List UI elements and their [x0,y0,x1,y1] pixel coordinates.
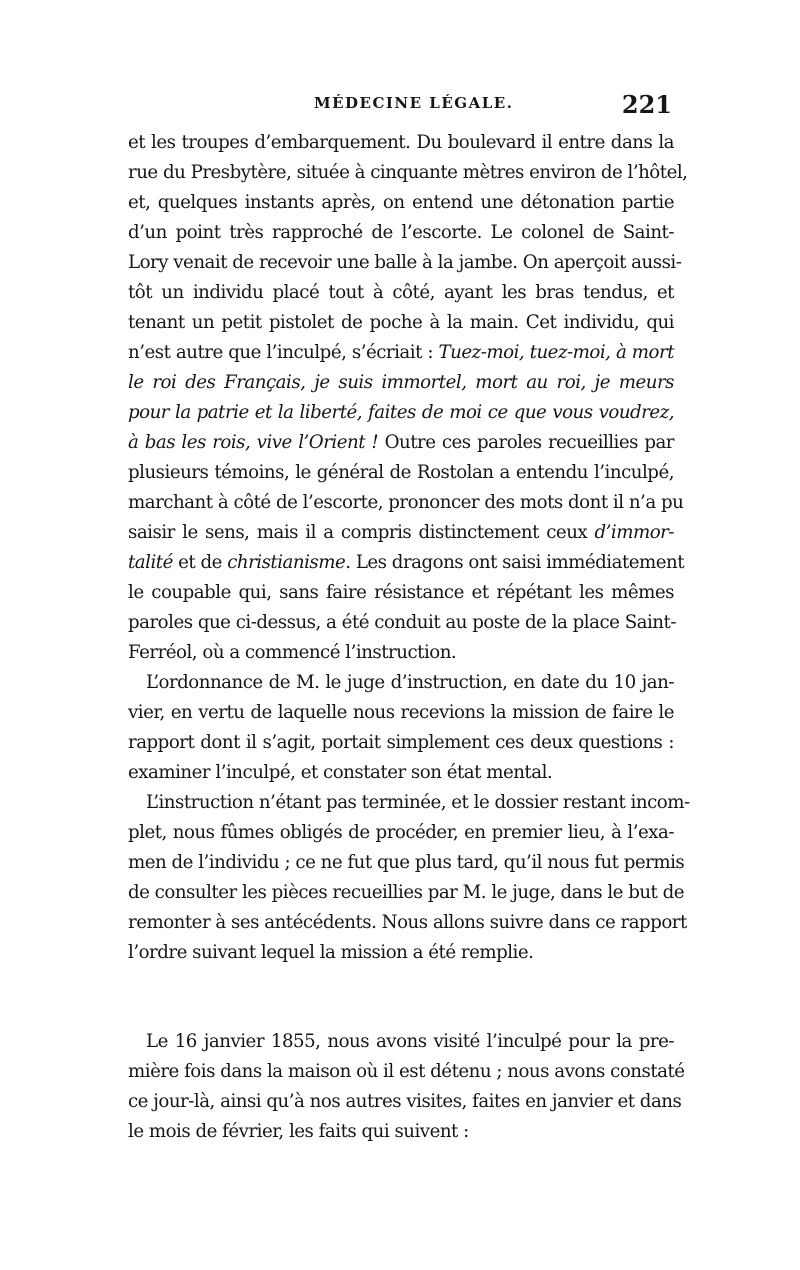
text-line [128,848,685,878]
text-run: paroles que ci-dessus, a été conduit au poste de la place Saint- [128,612,676,633]
text-run: tôt un individu placé tout à côté, ayant les bras tendus, et [128,282,674,303]
text-line [128,428,674,458]
page-header [128,92,674,126]
text-line [128,938,674,968]
text-run: n’est autre que l’inculpé, s’écriait : [128,342,439,363]
text-line [128,188,674,218]
text-run: saisir le sens, mais il a compris distinctement ceux [128,522,595,543]
paragraph [128,1027,685,1147]
text-run: rapport dont il s’agit, portait simplement ces deux questions : [128,732,674,753]
text-line [128,1087,682,1117]
text-line [128,518,674,548]
italic-text: le roi des Français, je suis immortel, mort au roi, je meurs [128,372,674,393]
text-line [128,398,674,428]
text-line [128,308,674,338]
text-run: examiner l’inculpé, et constater son état mental. [128,762,553,783]
text-run: marchant à côté de l’escorte, prononcer des mots dont il n’a pu [128,492,684,513]
text-run: et les troupes d’embarquement. Du boulevard il entre dans la [128,132,674,153]
text-run: Outre ces paroles recueillies par [378,432,674,453]
text-line [128,638,674,668]
text-line [128,878,685,908]
text-run: ce jour-là, ainsi qu’à nos autres visites, faites en janvier et dans [128,1091,682,1112]
italic-text: d’immor- [594,522,674,543]
text-line [128,248,682,278]
italic-text: à bas les rois, vive l’Orient ! [128,432,379,453]
text-run: L’ordonnance de M. le juge d’instruction, en date du 10 jan- [146,672,674,693]
text-run: tenant un petit pistolet de poche à la main. Cet individu, qui [128,312,674,333]
text-line [128,608,674,638]
text-run: de consulter les pièces recueillies par M. le juge, dans le but de [128,882,685,903]
text-line [128,128,674,158]
text-line [128,1117,674,1147]
text-run: le mois de février, les faits qui suivent : [128,1121,469,1142]
body-text [128,128,690,1147]
paragraph [128,788,690,968]
paragraph [128,128,688,668]
text-run: le coupable qui, sans faire résistance et répétant les mêmes [128,582,674,603]
text-line [128,548,685,578]
text-run: L’instruction n’étant pas terminée, et le dossier restant incom- [146,792,690,813]
text-line [128,698,674,728]
text-run: . Les dragons ont saisi immédiatement [345,552,685,573]
running-title: MÉDECINE LÉGALE. [314,94,514,112]
text-run: rue du Presbytère, située à cinquante mètres environ de l’hôtel, [128,162,688,183]
italic-text: Tuez-moi, tuez-moi, à mort [438,342,674,363]
text-line [128,908,687,938]
text-line [128,278,674,308]
text-line [128,488,684,518]
text-line [128,728,674,758]
text-run: plusieurs témoins, le général de Rostolan a entendu l’inculpé, [128,462,674,483]
text-run: d’un point très rapproché de l’escorte. Le colonel de Saint- [128,222,674,243]
text-run: vier, en vertu de laquelle nous recevions la mission de faire le [128,702,674,723]
italic-text: talité [128,552,173,573]
paragraph [128,668,674,788]
text-line [128,458,674,488]
text-line [128,668,674,698]
text-line [128,218,674,248]
italic-text: pour la patrie et la liberté, faites de moi ce que vous voudrez, [128,402,674,423]
text-run: Ferréol, où a commencé l’instruction. [128,642,457,663]
text-run: Le 16 janvier 1855, nous avons visité l’inculpé pour la pre- [146,1031,674,1052]
text-line [128,338,674,368]
text-line [128,368,674,398]
text-line [128,158,688,188]
text-run: et de [172,552,228,573]
text-run: men de l’individu ; ce ne fut que plus tard, qu’il nous fut permis [128,852,685,873]
text-run: l’ordre suivant lequel la mission a été remplie. [128,942,534,963]
text-run: et, quelques instants après, on entend une détonation partie [128,192,674,213]
text-line [128,1027,674,1057]
text-line [128,578,674,608]
text-run: mière fois dans la maison où il est détenu ; nous avons constaté [128,1061,685,1082]
text-line [128,788,690,818]
text-line [128,758,674,788]
page-number: 221 [621,90,672,119]
section-gap [128,968,674,1027]
italic-text: christianisme [227,552,346,573]
text-line [128,818,674,848]
text-run: Lory venait de recevoir une balle à la jambe. On aperçoit aussi- [128,252,682,273]
text-run: remonter à ses antécédents. Nous allons suivre dans ce rapport [128,912,687,933]
text-run: plet, nous fûmes obligés de procéder, en premier lieu, à l’exa- [128,822,674,843]
text-line [128,1057,685,1087]
